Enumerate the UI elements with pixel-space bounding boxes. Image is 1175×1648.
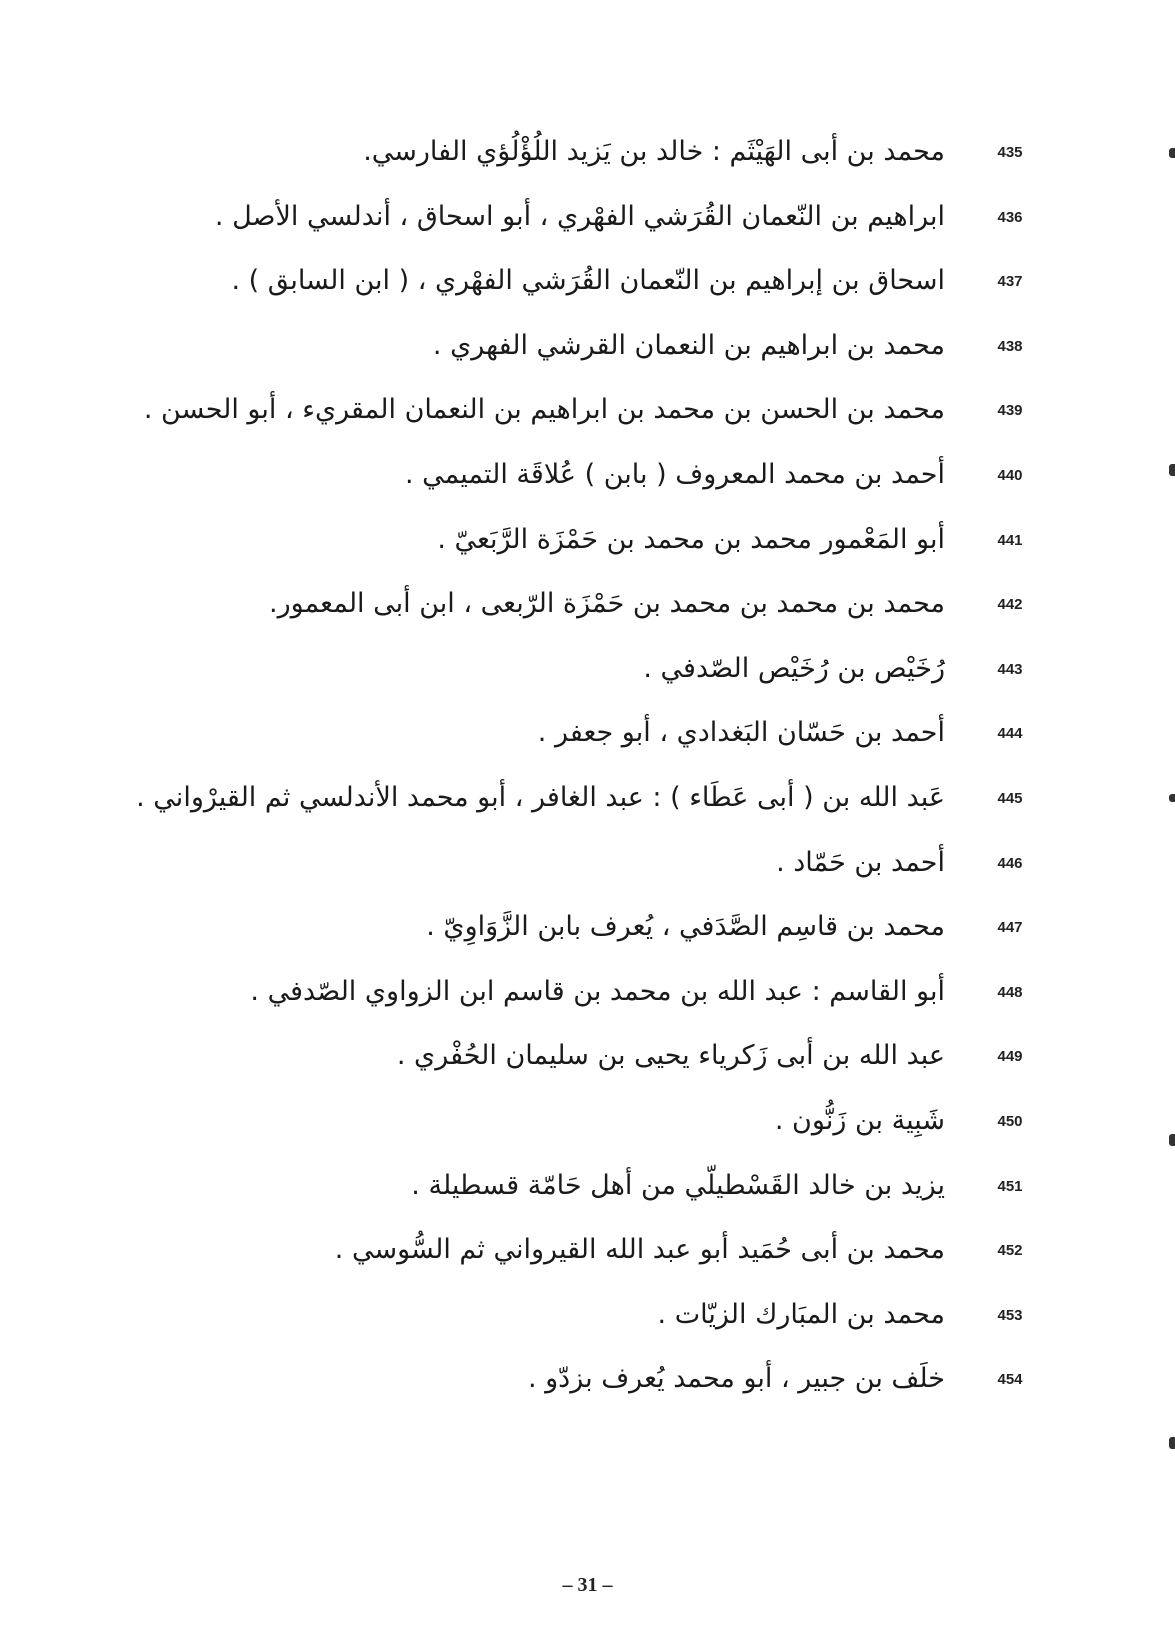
entry-text: أحمد بن حَسّان البَغدادي ، أبو جعفر . [537,717,945,748]
entry-number: 448 [997,984,1023,1001]
entry-number: 440 [997,467,1023,484]
entry-number: 436 [997,209,1023,226]
entry-number: 443 [997,661,1023,678]
entry-number: 438 [997,338,1023,355]
entry-row [0,451,1175,511]
entry-number: 449 [997,1048,1023,1065]
entry-text: يزيد بن خالد القَسْطيلّي من أهل حَامّة قسطيلة . [411,1170,945,1201]
entry-text: أبو القاسم : عبد الله بن محمد بن قاسم ابن الزواوي الصّدفي . [250,976,945,1007]
entry-text: عبد الله بن أبى زَكرياء يحيى بن سليمان الحُفْري . [396,1040,945,1071]
entry-number: 454 [997,1371,1023,1388]
entry-row [0,193,1175,253]
entry-row [0,903,1175,963]
edge-mark [1169,148,1175,158]
entry-row [0,968,1175,1028]
entry-row [0,386,1175,446]
entry-row [0,322,1175,382]
entry-text: محمد بن محمد بن محمد بن حَمْزَة الرّبعى ، ابن أبى المعمور. [269,588,945,619]
entry-number: 435 [997,144,1023,161]
entry-row [0,839,1175,899]
entry-text: رُخَيْص بن رُخَيْص الصّدفي . [643,653,945,684]
edge-mark [1169,1437,1175,1449]
entry-text: محمد بن المبَارك الزيّات . [657,1299,945,1330]
entry-row [0,257,1175,317]
entry-row [0,1032,1175,1092]
entry-text: محمد بن أبى الهَيْثَم : خالد بن يَزيد اللُؤْلُؤي الفارسي. [363,136,945,167]
entry-row [0,1097,1175,1157]
entry-number: 453 [997,1307,1023,1324]
entry-number: 441 [997,532,1023,549]
entry-text: أحمد بن حَمّاد . [776,847,945,878]
entry-text: أبو المَعْمور محمد بن محمد بن حَمْزَة الرَّبَعيّ . [437,524,945,555]
entry-number: 442 [997,596,1023,613]
entry-number: 452 [997,1242,1023,1259]
edge-mark [1169,794,1175,802]
entry-number: 447 [997,919,1023,936]
edge-mark [1169,464,1175,476]
entry-text: ابراهيم بن النّعمان القُرَشي الفهْري ، أبو اسحاق ، أندلسي الأصل . [214,201,945,232]
entry-number: 439 [997,402,1023,419]
entry-row [0,516,1175,576]
edge-mark [1169,1134,1175,1146]
entry-number: 437 [997,273,1023,290]
entry-text: خلَف بن جبير ، أبو محمد يُعرف بزدّو . [527,1363,945,1394]
entry-number: 451 [997,1178,1023,1195]
entry-text: أحمد بن محمد المعروف ( بابن ) عُلاقَة التميمي . [404,459,945,490]
entry-row [0,709,1175,769]
entry-row [0,774,1175,834]
page-number: – 31 – [562,1574,613,1596]
entry-number: 450 [997,1113,1023,1130]
entry-row [0,1226,1175,1286]
entry-text: محمد بن الحسن بن محمد بن ابراهيم بن النعمان المقريء ، أبو الحسن . [143,394,945,425]
entry-number: 445 [997,790,1023,807]
entry-row [0,128,1175,188]
entry-row [0,1291,1175,1351]
entry-number: 444 [997,725,1023,742]
entry-row [0,580,1175,640]
entry-text: محمد بن ابراهيم بن النعمان القرشي الفهري . [432,330,945,361]
entry-text: محمد بن قاسِم الصَّدَفي ، يُعرف بابن الزَّوَاوِيّ . [426,911,945,942]
entry-number: 446 [997,855,1023,872]
entry-row [0,1355,1175,1415]
entry-text: شَبِية بن زَنُّون . [774,1105,945,1136]
entry-row [0,1162,1175,1222]
entry-text: اسحاق بن إبراهيم بن النّعمان القُرَشي الفهْري ، ( ابن السابق ) . [231,265,945,296]
entry-row [0,645,1175,705]
entry-text: عَبد الله بن ( أبى عَطَاء ) : عبد الغافر ، أبو محمد الأندلسي ثم القيرْواني . [136,782,945,813]
entry-text: محمد بن أبى حُمَيد أبو عبد الله القيرواني ثم السُّوسي . [334,1234,945,1265]
